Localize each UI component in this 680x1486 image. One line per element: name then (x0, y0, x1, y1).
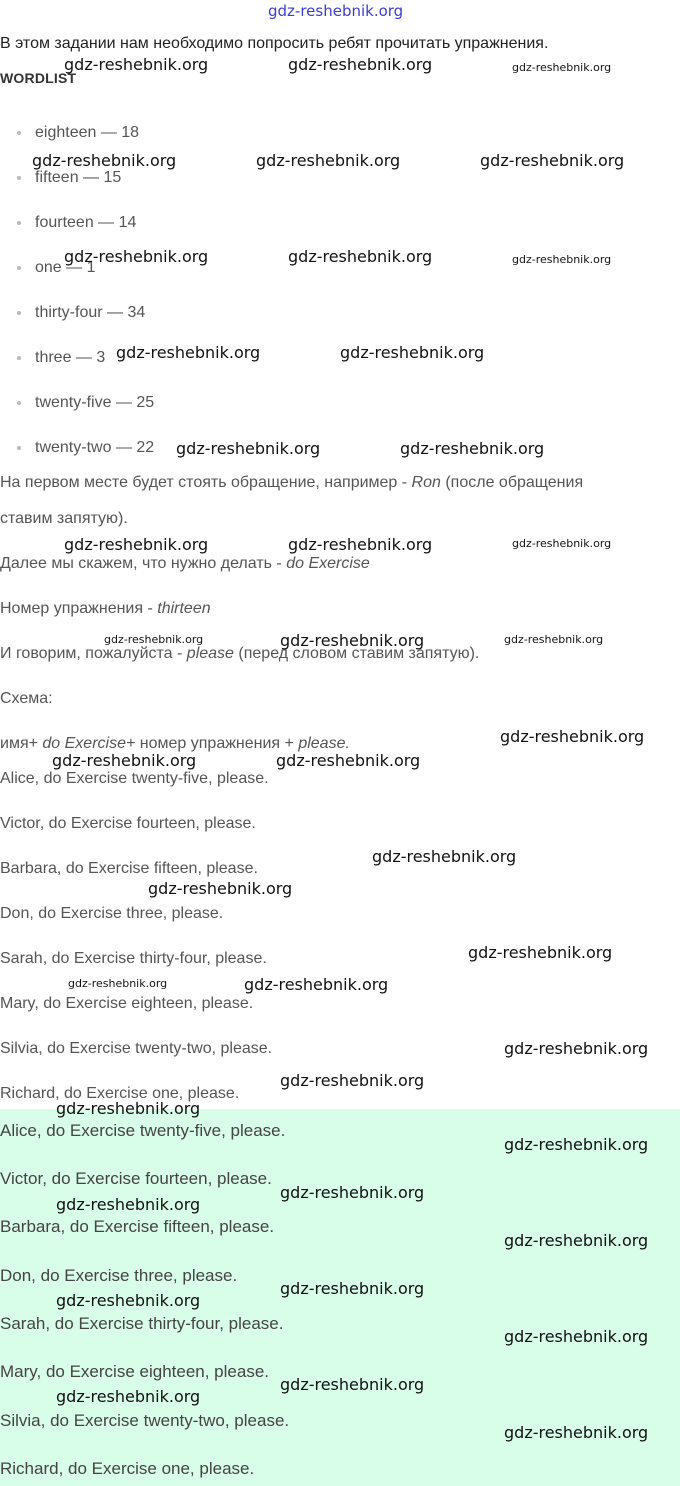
watermark: gdz-reshebnik.org (480, 151, 625, 170)
explanation-line-5: И говорим, пожалуйста - please (перед словом ставим запятую). (0, 645, 480, 662)
explanation-line-2: ставим запятую). (0, 510, 128, 527)
watermark: gdz-reshebnik.org (500, 727, 645, 746)
watermark: gdz-reshebnik.org (280, 1183, 425, 1202)
watermark: gdz-reshebnik.org (52, 751, 197, 770)
watermark: gdz-reshebnik.org (340, 343, 485, 362)
list-item: one — 1 (35, 259, 96, 276)
bullet-icon (17, 356, 21, 360)
watermark: gdz-reshebnik.org (280, 631, 425, 650)
sentence-line: Richard, do Exercise one, please. (0, 1085, 240, 1102)
watermark: gdz-reshebnik.org (288, 535, 433, 554)
watermark: gdz-reshebnik.org (56, 1387, 201, 1406)
watermark: gdz-reshebnik.org (280, 1375, 425, 1394)
watermark: gdz-reshebnik.org (504, 1039, 649, 1058)
answer-line: Victor, do Exercise fourteen, please. (0, 1169, 272, 1188)
answer-line: Richard, do Exercise one, please. (0, 1459, 255, 1478)
bullet-icon (17, 311, 21, 315)
watermark: gdz-reshebnik.org (288, 55, 433, 74)
list-item: eighteen — 18 (35, 124, 140, 141)
bullet-icon (17, 266, 21, 270)
answer-line: Don, do Exercise three, please. (0, 1266, 238, 1285)
watermark: gdz-reshebnik.org (148, 879, 293, 898)
wordlist-heading: WORDLIST (0, 70, 77, 86)
answer-line: Silvia, do Exercise twenty-two, please. (0, 1411, 290, 1430)
explanation-line-3: Далее мы скажем, что нужно делать - do Exercise (0, 555, 370, 572)
sentence-line: Barbara, do Exercise fifteen, please. (0, 860, 258, 877)
watermark: gdz-reshebnik.org (116, 343, 261, 362)
bullet-icon (17, 176, 21, 180)
list-item: fifteen — 15 (35, 169, 122, 186)
list-item: thirty-four — 34 (35, 304, 146, 321)
watermark: gdz-reshebnik.org (256, 151, 401, 170)
watermark: gdz-reshebnik.org (32, 151, 177, 170)
answer-line: Mary, do Exercise eighteen, please. (0, 1362, 269, 1381)
explanation-line-1: На первом месте будет стоять обращение, например - Ron (после обращения (0, 474, 584, 491)
watermark: gdz-reshebnik.org (276, 751, 421, 770)
bullet-icon (17, 446, 21, 450)
intro-text: В этом задании нам необходимо попросить ребят прочитать упражнения. (0, 35, 549, 52)
watermark: gdz-reshebnik.org (512, 537, 612, 550)
watermark: gdz-reshebnik.org (504, 633, 604, 646)
sentence-line: Silvia, do Exercise twenty-two, please. (0, 1040, 273, 1057)
sentence-line: Don, do Exercise three, please. (0, 905, 224, 922)
scheme-formula: имя+ do Exercise+ номер упражнения + please. (0, 735, 350, 752)
watermark: gdz-reshebnik.org (68, 977, 168, 990)
answer-line: Sarah, do Exercise thirty-four, please. (0, 1314, 284, 1333)
watermark: gdz-reshebnik.org (64, 247, 209, 266)
watermark: gdz-reshebnik.org (504, 1423, 649, 1442)
watermark: gdz-reshebnik.org (512, 61, 612, 74)
watermark: gdz-reshebnik.org (280, 1071, 425, 1090)
watermark: gdz-reshebnik.org (288, 247, 433, 266)
answer-line: Barbara, do Exercise fifteen, please. (0, 1217, 275, 1236)
watermark: gdz-reshebnik.org (64, 535, 209, 554)
watermark: gdz-reshebnik.org (176, 439, 321, 458)
watermark: gdz-reshebnik.org (56, 1099, 201, 1118)
sentence-line: Sarah, do Exercise thirty-four, please. (0, 950, 267, 967)
watermark: gdz-reshebnik.org (512, 253, 612, 266)
watermark: gdz-reshebnik.org (64, 55, 209, 74)
watermark: gdz-reshebnik.org (504, 1327, 649, 1346)
site-header-link[interactable]: gdz-reshebnik.org (268, 2, 404, 20)
answer-line: Alice, do Exercise twenty-five, please. (0, 1121, 286, 1140)
bullet-icon (17, 401, 21, 405)
sentence-line: Victor, do Exercise fourteen, please. (0, 815, 256, 832)
bullet-icon (17, 221, 21, 225)
watermark: gdz-reshebnik.org (244, 975, 389, 994)
explanation-line-4: Номер упражнения - thirteen (0, 600, 211, 617)
bullet-icon (17, 131, 21, 135)
list-item: twenty-five — 25 (35, 394, 155, 411)
list-item: three — 3 (35, 349, 106, 366)
watermark: gdz-reshebnik.org (504, 1231, 649, 1250)
list-item: fourteen — 14 (35, 214, 137, 231)
watermark: gdz-reshebnik.org (468, 943, 613, 962)
list-item: twenty-two — 22 (35, 439, 155, 456)
watermark: gdz-reshebnik.org (504, 1135, 649, 1154)
watermark: gdz-reshebnik.org (104, 633, 204, 646)
sentence-line: Mary, do Exercise eighteen, please. (0, 995, 254, 1012)
watermark: gdz-reshebnik.org (56, 1291, 201, 1310)
watermark: gdz-reshebnik.org (56, 1195, 201, 1214)
watermark: gdz-reshebnik.org (280, 1279, 425, 1298)
watermark: gdz-reshebnik.org (372, 847, 517, 866)
scheme-label: Схема: (0, 690, 53, 707)
watermark: gdz-reshebnik.org (400, 439, 545, 458)
sentence-line: Alice, do Exercise twenty-five, please. (0, 770, 269, 787)
